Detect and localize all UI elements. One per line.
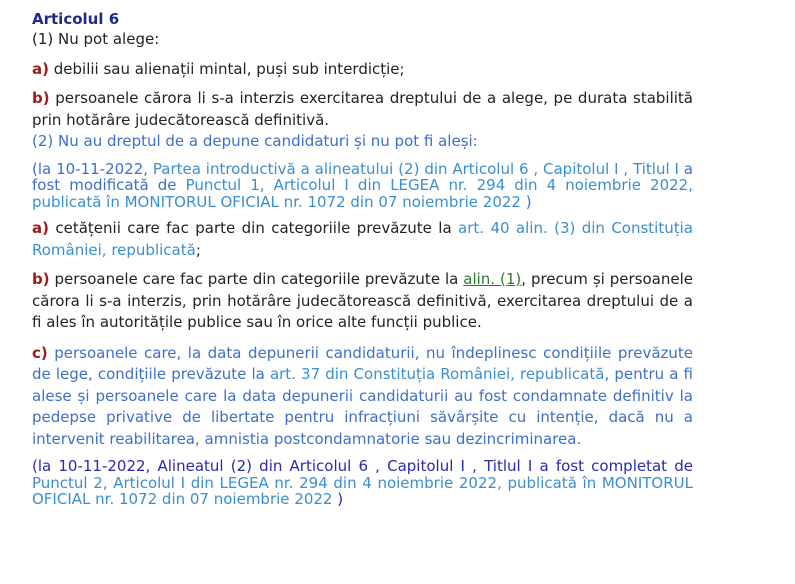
alin2-b-text: persoanele care fac parte din categoriile prevăzute la xyxy=(49,270,464,288)
alin1-paragraph xyxy=(32,29,693,51)
note2-source-link[interactable]: Punctul 2, Articolul I din LEGEA nr. 294 din 4 noiembrie 2022, publicată în MONITORUL OFICIAL nr. 1072 din 07 noiembrie 2022 xyxy=(32,473,693,508)
amendment-note-2 xyxy=(32,458,693,508)
note1-prefix: (la 10-11-2022, xyxy=(32,159,153,178)
amendment-note-1 xyxy=(32,161,693,211)
alin2-a-end: ; xyxy=(195,240,201,259)
note1-suffix: ) xyxy=(520,192,532,211)
alin2-b-rest: , precum și persoanele cărora li s-a interzis, prin hotărâre judecătorească definitivă, exercitarea dreptului de a fi ales în autoritățile publice sau în orice alte funcții publice. xyxy=(32,270,693,331)
alin1-letter-a xyxy=(32,59,693,81)
alin2-c-rest: , pentru a fi alese și persoanele care la data depunerii candidaturii au fost condamnate definitiv la pedepse privative de libertate pentru infracțiuni săvârșite cu intenție, dacă nu a intervenit reabilitarea, amnistia postcondamnatorie sau dezincriminarea. xyxy=(32,365,693,448)
note2-prefix: (la 10-11-2022, xyxy=(32,457,158,475)
note1-verb: a fost modificată de xyxy=(32,159,693,194)
letter-c-marker: c) xyxy=(32,343,48,362)
alin2-a-text: cetățenii care fac parte din categoriile prevăzute la xyxy=(48,219,459,237)
constitution-art37-link[interactable]: art. 37 din Constituția României, republicată xyxy=(269,365,605,383)
alin1-internal-link[interactable]: alin. (1) xyxy=(463,270,522,288)
alin2-c-text: persoanele care, la data depunerii candidaturii, nu îndeplinesc condițiile prevăzute de lege, condițiile prevăzute la xyxy=(32,343,693,383)
note2-suffix: ) xyxy=(332,490,344,508)
alin2-letter-a xyxy=(32,218,693,261)
letter-b-text: persoanele cărora li s-a interzis exercitarea dreptului de a alege, pe durata stabilită prin hotărâre judecătorească definitivă. xyxy=(32,89,693,129)
letter-b-marker: b) xyxy=(32,89,50,107)
alin2-number: (2) xyxy=(32,132,54,150)
alin1-number: (1) xyxy=(32,30,54,48)
letter-b-marker: b) xyxy=(32,270,50,288)
alin2-text: Nu au dreptul de a depune candidaturi și nu pot fi aleși: xyxy=(53,132,478,150)
article-title: Articolul 6 xyxy=(32,10,120,28)
letter-a-marker: a) xyxy=(32,219,49,237)
alin1-letter-b xyxy=(32,88,693,131)
letter-a-marker: a) xyxy=(32,59,49,78)
alin2-letter-c xyxy=(32,343,693,451)
constitution-art40-link[interactable]: art. 40 alin. (3) din Constituția României, republicată xyxy=(32,219,693,259)
alin2-paragraph xyxy=(32,131,693,153)
alin1-text: Nu pot alege: xyxy=(53,30,160,48)
article-container xyxy=(32,10,693,508)
note2-target: Alineatul (2) din Articolul 6 , Capitolul I , Titlul I xyxy=(157,457,533,475)
note1-target-link[interactable]: Partea introductivă a alineatului (2) din Articolul 6 , Capitolul I , Titlul I xyxy=(152,159,679,178)
note1-source-link[interactable]: Punctul 1, Articolul I din LEGEA nr. 294 din 4 noiembrie 2022, publicată în MONITORUL OFICIAL nr. 1072 din 07 noiembrie 2022 xyxy=(32,176,693,211)
note2-verb: a fost completat de xyxy=(532,457,693,475)
letter-a-text: debilii sau alienații mintal, puși sub interdicție; xyxy=(48,59,405,78)
alin2-letter-b xyxy=(32,269,693,334)
